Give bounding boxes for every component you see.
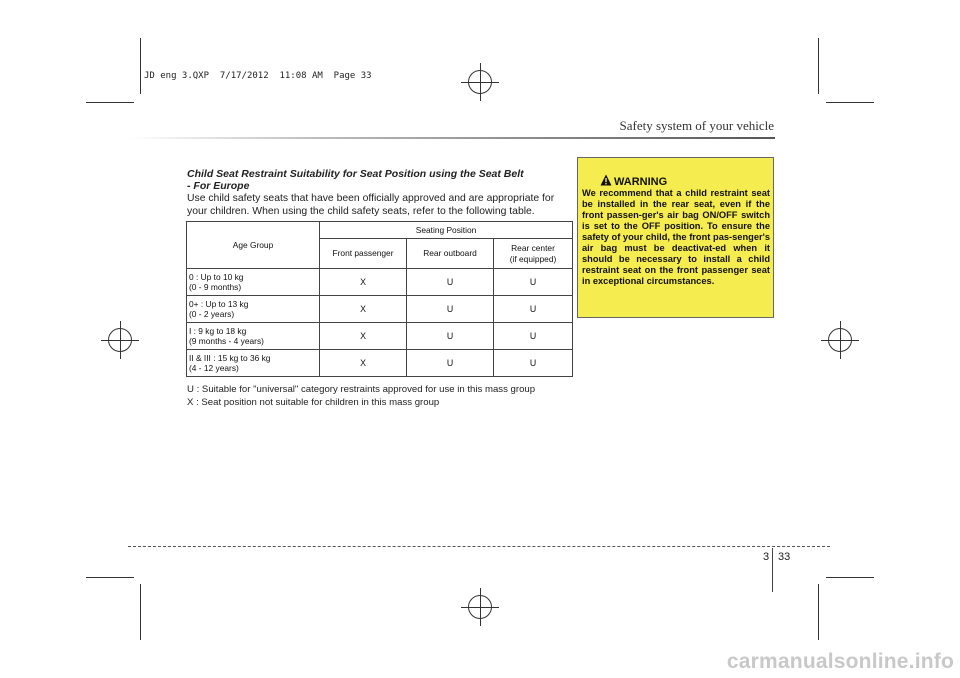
suitability-cell: U [407,296,494,323]
table-row [187,296,573,323]
section-heading-line2: - For Europe [187,180,250,192]
footer-rule [128,546,830,547]
section-heading [187,168,524,192]
column-header: Rear center (if equipped) [494,239,573,269]
suitability-table [186,221,573,377]
suitability-cell: X [320,350,407,377]
warning-text: We recommend that a child restraint seat be installed in the rear seat, even if the front passen-ger's air bag ON/OFF switch is set to the OFF position. To ensure the safety of your child, the front pas-senger's air bag must be deactivat-ed when it should be necessary to install a child restraint seat on the front passenger seat in exceptional circumstances. [582,188,770,286]
crop-mark [818,584,819,640]
page-number-divider [772,548,773,592]
table-legend [187,383,535,409]
watermark: carmanualsonline.info [726,650,954,673]
crop-mark [86,577,134,578]
suitability-cell: U [494,269,573,296]
table-row [187,269,573,296]
crop-mark [140,38,141,94]
section-heading-line1: Child Seat Restraint Suitability for Seat Position using the Seat Belt [187,168,524,180]
suitability-cell: U [407,269,494,296]
age-group-cell: I : 9 kg to 18 kg (9 months - 4 years) [187,323,320,350]
chapter-number: 3 [763,551,770,563]
column-header: Front passenger [320,239,407,269]
column-header: Rear outboard [407,239,494,269]
suitability-cell: X [320,269,407,296]
crop-mark [86,102,134,103]
suitability-cell: X [320,323,407,350]
registration-mark-icon [828,328,852,352]
registration-mark-icon [468,595,492,619]
suitability-cell: U [407,323,494,350]
crop-mark [826,577,874,578]
suitability-cell: U [494,350,573,377]
warning-box [577,157,774,318]
registration-mark-icon [108,328,132,352]
suitability-cell: X [320,296,407,323]
registration-mark-icon [468,70,492,94]
table-row [187,350,573,377]
page-header-title: Safety system of your vehicle [619,118,774,133]
suitability-cell: U [407,350,494,377]
crop-mark [818,38,819,94]
age-group-cell: II & III : 15 kg to 36 kg (4 - 12 years) [187,350,320,377]
intro-paragraph: Use child safety seats that have been officially approved and are appropriate for your children. When using the child safety seats, refer to the following table. [187,193,555,217]
seating-position-header: Seating Position [320,222,573,239]
legend-u: U : Suitable for "universal" category restraints approved for use in this mass group [187,384,536,395]
page-number: 33 [778,551,791,563]
crop-mark [826,102,874,103]
age-group-cell: 0+ : Up to 13 kg (0 - 2 years) [187,296,320,323]
age-group-cell: 0 : Up to 10 kg (0 - 9 months) [187,269,320,296]
suitability-cell: U [494,323,573,350]
table-row [187,323,573,350]
header-rule [128,137,775,139]
age-group-header: Age Group [187,222,320,269]
warning-title: WARNING [614,176,668,188]
legend-x: X : Seat position not suitable for children in this mass group [187,397,440,408]
warning-triangle-icon [600,174,612,186]
print-slug: JD eng 3.QXP 7/17/2012 11:08 AM Page 33 [144,71,372,81]
crop-mark [140,584,141,640]
suitability-cell: U [494,296,573,323]
